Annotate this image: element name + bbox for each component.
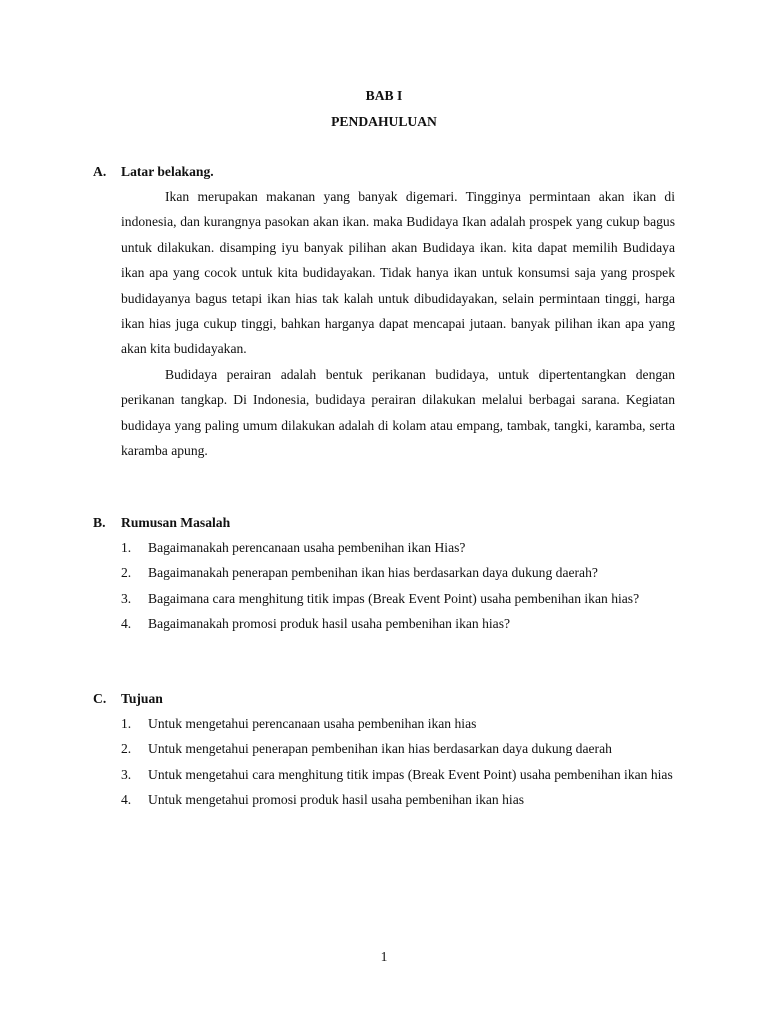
section-heading	[93, 691, 675, 707]
list-text: Untuk mengetahui penerapan pembenihan ikan hias berdasarkan daya dukung daerah	[148, 741, 612, 757]
list-item	[121, 787, 675, 812]
section-letter: B.	[93, 515, 106, 530]
numbered-list	[121, 535, 675, 637]
section-letter: C.	[93, 691, 107, 706]
list-number: 1.	[121, 540, 132, 555]
list-item	[121, 586, 675, 611]
section-title: Latar belakang.	[121, 164, 214, 179]
list-item	[121, 535, 675, 560]
section-title: Rumusan Masalah	[121, 515, 231, 530]
chapter-number: BAB I	[365, 88, 403, 103]
paragraph: Ikan merupakan makanan yang banyak digemari. Tingginya permintaan akan ikan di indonesia, dan kurangnya pasokan akan ikan. maka Budidaya Ikan adalah prospek yang cukup bagus untuk dilakukan. disamping iyu banyak pilihan akan Budidaya ikan. kita dapat memilih Budidaya ikan apa yang cocok untuk kita budidayakan. Tidak hanya ikan untuk konsumsi saja yang prospek budidayanya bagus tetapi ikan hias tak kalah untuk dibudidayakan, selain permintaan tinggi, harga ikan hias juga cukup tinggi, bahkan harganya dapat mencapai jutaan. banyak pilihan ikan apa yang akan kita budidayakan.	[121, 189, 675, 357]
section-latar-belakang	[93, 164, 675, 463]
list-number: 4.	[121, 792, 132, 808]
list-item	[121, 711, 675, 736]
section-tujuan	[93, 691, 675, 813]
list-number: 4.	[121, 616, 132, 632]
chapter-title: PENDAHULUAN	[331, 114, 437, 129]
list-item	[121, 560, 675, 585]
list-item	[121, 762, 675, 787]
list-item	[121, 736, 675, 761]
list-item	[121, 611, 675, 636]
list-text: Untuk mengetahui perencanaan usaha pembenihan ikan hias	[148, 716, 477, 731]
list-text: Untuk mengetahui promosi produk hasil usaha pembenihan ikan hias	[148, 792, 525, 808]
section-title: Tujuan	[121, 691, 163, 706]
list-number: 2.	[121, 565, 132, 581]
list-number: 3.	[121, 766, 132, 782]
list-text: Bagaimana cara menghitung titik impas (Break Event Point) usaha pembenihan ikan hias?	[148, 590, 640, 606]
paragraph: Budidaya perairan adalah bentuk perikanan budidaya, untuk dipertentangkan dengan perikanan tangkap. Di Indonesia, budidaya perairan dilakukan melalui berbagai sarana. Kegiatan budidaya yang paling umum dilakukan adalah di kolam atau empang, tambak, tangki, karamba, serta karamba apung.	[121, 366, 675, 459]
list-text: Bagaimanakah promosi produk hasil usaha pembenihan ikan hias?	[148, 616, 511, 632]
section-rumusan-masalah	[93, 515, 675, 637]
list-text: Bagaimanakah perencanaan usaha pembenihan ikan Hias?	[148, 540, 466, 555]
numbered-list	[121, 711, 675, 813]
list-number: 3.	[121, 590, 132, 606]
page-number: 1	[380, 949, 388, 964]
section-heading	[93, 515, 675, 531]
list-number: 1.	[121, 716, 132, 731]
section-letter: A.	[93, 164, 107, 179]
list-text: Bagaimanakah penerapan pembenihan ikan hias berdasarkan daya dukung daerah?	[148, 565, 598, 581]
list-text: Untuk mengetahui cara menghitung titik impas (Break Event Point) usaha pembenihan ikan hias	[148, 766, 673, 782]
list-number: 2.	[121, 741, 132, 757]
section-heading	[93, 164, 675, 180]
